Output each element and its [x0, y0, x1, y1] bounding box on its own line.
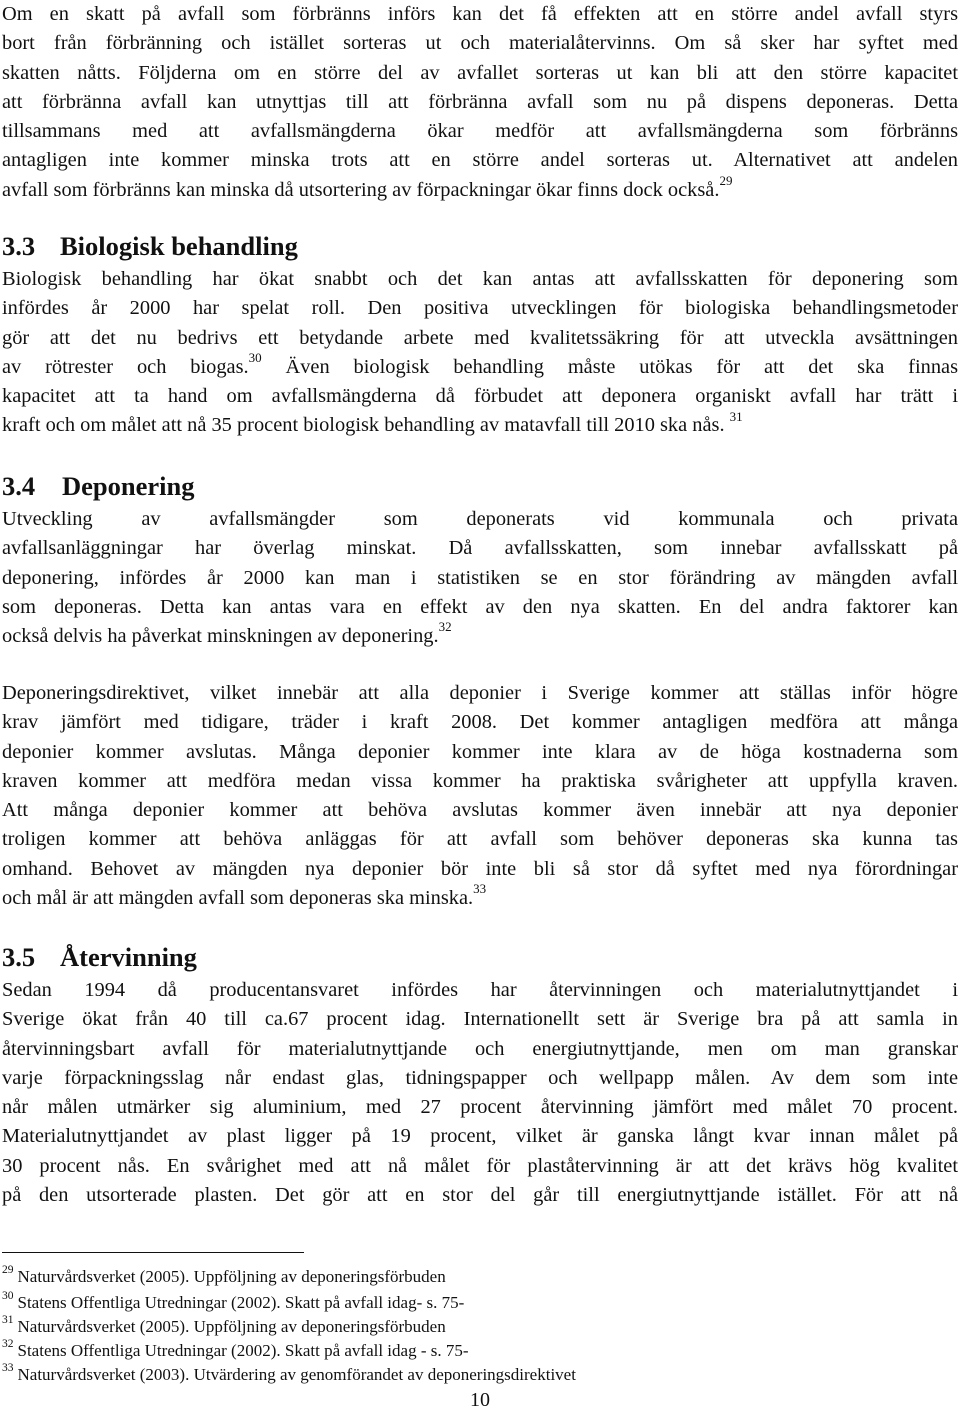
paragraph-line: deponier kommer avslutas. Många deponier kommer inte klara av de höga kostnaderna som — [2, 740, 958, 763]
section-number: 3.4 — [2, 471, 36, 501]
paragraph-line: antagligen inte kommer minska trots att en större andel sorteras ut. Alternativet att andelen — [2, 149, 958, 172]
paragraph-line: deponering, infördes år 2000 kan man i statistiken se en stor förändring av mängden avfall — [2, 566, 958, 589]
paragraph-line: infördes år 2000 har spelat roll. Den positiva utvecklingen för biologiska behandlingsmetoder — [2, 297, 958, 320]
paragraph-line: Deponeringsdirektivet, vilket innebär att alla deponier i Sverige kommer att ställas inför högre — [2, 682, 958, 704]
section-3-4-paragraph-2 — [2, 679, 958, 913]
footnote-text: Statens Offentliga Utredningar (2002). Skatt på avfall idag- s. 75- — [17, 1293, 465, 1312]
paragraph-line: avfallsanläggningar har överlag minskat. Då avfallsskatten, som innebar avfallsskatt på — [2, 537, 958, 560]
paragraph-line: kapacitet att ta hand om avfallsmängderna då förbudet att deponera organiskt avfall har trätt i — [2, 385, 958, 408]
paragraph-text: av rötrester och biogas. — [2, 355, 249, 378]
paragraph-line: Sverige ökat från 40 till ca.67 procent idag. Internationellt sett är Sverige bra på att samla in — [2, 1008, 958, 1031]
paragraph-text: avfall som förbränns kan minska då utsortering av förpackningar ökar finns dock också. — [2, 178, 720, 201]
section-number: 3.3 — [2, 231, 36, 261]
section-title: Deponering — [62, 471, 195, 501]
paragraph-line-last — [2, 172, 958, 205]
paragraph-line: på den utsorterade plasten. Det gör att en stor del går till energiutnyttjande istället. För att nå — [2, 1184, 958, 1207]
section-title: Återvinning — [60, 942, 197, 972]
footnote-ref: 33 — [473, 881, 487, 897]
paragraph-line-last — [2, 408, 958, 440]
section-title: Biologisk behandling — [60, 231, 298, 261]
paragraph-line: att förbränna avfall kan utnyttjas till att förbränna avfall som nu på dispens deponeras. Detta — [2, 90, 958, 113]
paragraph-line: varje förpackningsslag når endast glas, tidningspapper och wellpapp målen. Av dem som inte — [2, 1066, 958, 1089]
footnote-text: Naturvårdsverket (2003). Utvärdering av genomförandet av deponeringsdirektivet — [17, 1365, 576, 1384]
paragraph-line: tillsammans med att avfallsmängderna ökar medför att avfallsmängderna som förbränns — [2, 120, 958, 143]
footnote-number: 29 — [2, 1264, 14, 1277]
footnote — [2, 1291, 960, 1315]
section-number: 3.5 — [2, 942, 36, 972]
paragraph-line-last — [2, 619, 958, 651]
paragraph-line: kraven kommer att medföra medan vissa kommer ha praktiska svårigheter att uppfylla kraven. — [2, 769, 958, 792]
paragraph-line: omhand. Behovet av mängden nya deponier bör inte bli så stor då syftet med nya förordningar — [2, 857, 958, 880]
paragraph-line: krav jämfört med tidigare, träder i kraft 2008. Det kommer antagligen medföra att många — [2, 711, 958, 734]
paragraph-line: Biologisk behandling har ökat snabbt och det kan antas att avfallsskatten för deponering som — [2, 268, 958, 290]
footnote-number: 31 — [2, 1314, 14, 1327]
paragraph-line: 30 procent nås. En svårighet med att nå målet för plaståtervinning är att det krävs hög kvalitet — [2, 1154, 958, 1177]
paragraph-line: som deponeras. Detta kan antas vara en effekt av den nya skatten. En del andra faktorer kan — [2, 595, 958, 618]
section-3-3-paragraph — [2, 265, 958, 441]
paragraph-line — [2, 350, 959, 382]
section-heading-3-3 — [2, 229, 958, 263]
section-heading-3-5 — [2, 940, 958, 974]
footnote — [2, 1339, 960, 1363]
paragraph-line: skatten nåtts. Följderna om en större del av avfallet sorteras ut kan bli att den större kapacitet — [2, 61, 958, 84]
paragraph-line: Materialutnyttjandet av plast ligger på 19 procent, vilket är ganska långt kvar innan målet på — [2, 1125, 958, 1148]
paragraph-line: når målen utmärker sig aluminium, med 27 procent återvinning jämfört med målet 70 procent. — [2, 1096, 958, 1119]
page-number: 10 — [470, 1389, 490, 1411]
footnote-text: Statens Offentliga Utredningar (2002). Skatt på avfall idag - s. 75- — [17, 1341, 469, 1360]
paragraph-text: Även biologisk behandling måste utökas för att det ska finnas — [261, 355, 959, 378]
footnote-text: Naturvårdsverket (2005). Uppföljning av deponeringsförbuden — [17, 1267, 446, 1286]
footnote-number: 30 — [2, 1290, 14, 1303]
footnote-text: Naturvårdsverket (2005). Uppföljning av deponeringsförbuden — [17, 1317, 446, 1336]
footnote — [2, 1315, 960, 1339]
section-3-5-paragraph — [2, 976, 958, 1210]
paragraph-line: Utveckling av avfallsmängder som deponerats vid kommunala och privata — [2, 508, 958, 530]
footnote-ref: 30 — [248, 350, 262, 366]
footnote-ref: 32 — [438, 619, 452, 635]
intro-paragraph — [2, 0, 958, 205]
section-3-4-paragraph-1 — [2, 505, 958, 651]
paragraph-text: kraft och om målet att nå 35 procent biologisk behandling av matavfall till 2010 ska nås. — [2, 414, 725, 437]
footnote-number: 32 — [2, 1338, 14, 1351]
paragraph-line: gör att det nu bedrivs ett betydande arbete med kvalitetssäkring för att utveckla avsättningen — [2, 326, 958, 349]
footnote-separator — [2, 1252, 304, 1253]
footnote-number: 33 — [2, 1362, 14, 1375]
paragraph-text: och mål är att mängden avfall som deponeras ska minska. — [2, 887, 474, 910]
footnote — [2, 1363, 960, 1387]
paragraph-line: Om en skatt på avfall som förbränns införs kan det få effekten att en större andel avfall styrs — [2, 3, 958, 25]
paragraph-line: återvinningsbart avfall för materialutnyttjande och energiutnyttjande, men om man granskar — [2, 1037, 958, 1060]
paragraph-line: Att många deponier kommer att behöva avslutas kommer även innebär att nya deponier — [2, 799, 958, 822]
paragraph-line: Sedan 1994 då producentansvaret infördes har återvinningen och materialutnyttjandet i — [2, 979, 958, 1001]
footnote — [2, 1265, 960, 1289]
section-heading-3-4 — [2, 469, 958, 503]
paragraph-line: bort från förbränning och istället sorteras ut och materialåtervinns. Om så sker har syftet med — [2, 32, 958, 55]
paragraph-line-last — [2, 881, 958, 913]
footnote-ref: 31 — [729, 408, 743, 424]
paragraph-text: också delvis ha påverkat minskningen av deponering. — [2, 625, 439, 648]
paragraph-line: troligen kommer att behöva anläggas för att avfall som behöver deponeras ska kunna tas — [2, 828, 958, 851]
footnote-ref: 29 — [719, 172, 733, 188]
